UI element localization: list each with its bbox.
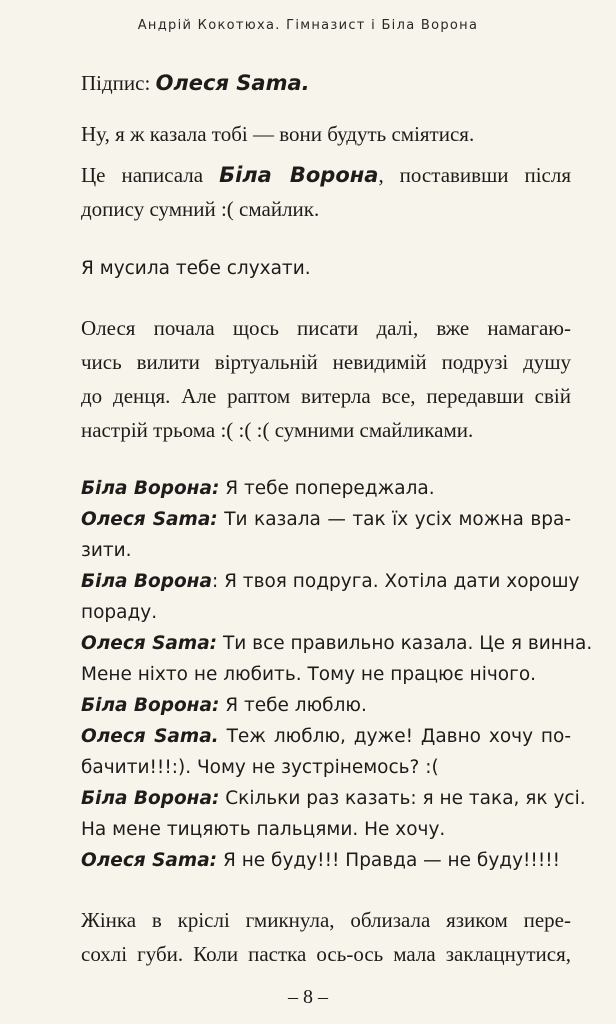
speaker-name: Біла Ворона: — [81, 478, 220, 499]
bila-name: Біла Ворона — [219, 163, 379, 187]
text: Ти все правильно казала. Це я винна. — [217, 633, 593, 654]
speaker-name: Біла Ворона: — [81, 788, 220, 809]
text: Я не буду!!! Правда — не буду!!!!! — [217, 850, 561, 871]
running-header: Андрій Кокотюха. Гімназист і Біла Ворона — [137, 18, 479, 33]
text-line: настрій трьома :( :( :( сумними смайликами. — [81, 418, 474, 442]
chat-line: На мене тицяють пальцями. Не хочу. — [81, 819, 446, 840]
text-line: Ну, я ж казала тобі — вони будуть сміятися. — [81, 122, 475, 146]
chat-line — [81, 507, 571, 533]
text: Теж люблю, дуже! Давно хочу по- — [218, 726, 571, 747]
chat-line — [81, 724, 571, 750]
text-line: до денця. Але раптом витерла все, передавши свій — [81, 384, 571, 408]
chat-line — [81, 631, 593, 657]
text-line — [81, 162, 571, 188]
chat-line — [81, 569, 580, 595]
page-number: – 8 – — [288, 986, 328, 1008]
speaker-name: Біла Ворона: — [81, 695, 220, 716]
chat-line — [81, 848, 571, 874]
text: Ти казала — так їх усіх можна вра- — [217, 509, 571, 530]
text: Я тебе люблю. — [219, 695, 367, 716]
text: , поставивши після — [378, 163, 571, 187]
text-line: Олеся почала щось писати далі, вже намагаю- — [81, 316, 571, 340]
speaker-name: Олеся Sama: — [81, 850, 218, 871]
olesia-name: Олеся Sama. — [155, 71, 310, 95]
chat-line — [81, 786, 586, 812]
text-line: допису сумний :( смайлик. — [81, 197, 320, 221]
message-line: Я мусила тебе слухати. — [81, 258, 311, 279]
text-line: чись вилити віртуальній невидимій подрузі душу — [81, 350, 571, 374]
speaker-name: Олеся Sama. — [81, 726, 219, 747]
text: : Я твоя подруга. Хотіла дати хорошу — [211, 571, 580, 592]
text-line: сохлі губи. Коли пастка ось-ось мала заклацнутися, — [81, 942, 571, 966]
text: Підпис: — [81, 71, 156, 95]
text: Я тебе попереджала. — [219, 478, 435, 499]
text: Це написала — [81, 163, 220, 187]
text: Скільки раз казать: я не така, як усі. — [219, 788, 586, 809]
speaker-name: Олеся Sama: — [81, 509, 218, 530]
chat-line: Мене ніхто не любить. Тому не працює нічого. — [81, 664, 537, 685]
chat-line: зити. — [81, 540, 132, 561]
chat-line — [81, 693, 571, 719]
signature-line — [81, 70, 571, 96]
speaker-name: Олеся Sama: — [81, 633, 218, 654]
speaker-name: Біла Ворона — [81, 571, 212, 592]
chat-line: бачити!!!:). Чому не зустрінемось? :( — [81, 757, 439, 778]
text-line: Жінка в кріслі гмикнула, облизала язиком пере- — [81, 908, 571, 932]
chat-line: пораду. — [81, 602, 158, 623]
chat-line — [81, 476, 571, 502]
